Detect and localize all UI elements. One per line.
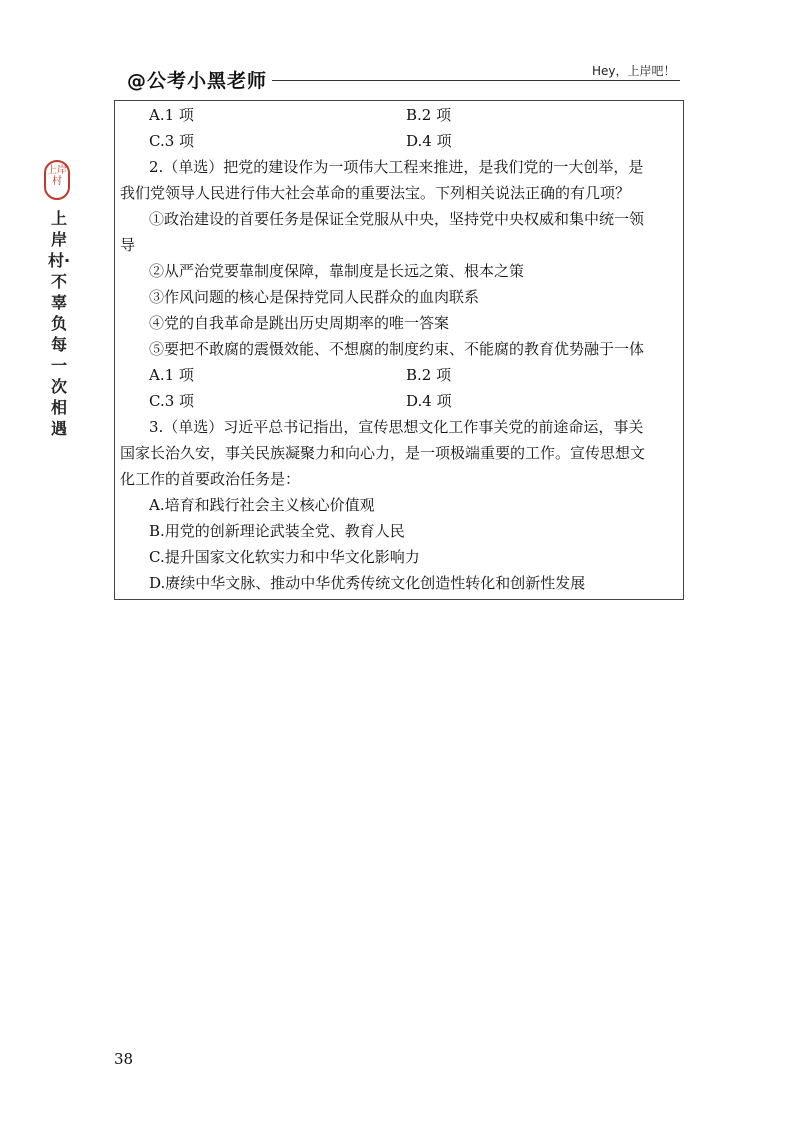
page-number: 38 — [114, 1050, 134, 1068]
q1-option-b: B.2 项 — [406, 106, 452, 124]
q3-option-a: A.培育和践行社会主义核心价值观 — [149, 496, 375, 514]
q2-option-d: D.4 项 — [406, 392, 452, 410]
q1-option-d: D.4 项 — [406, 132, 452, 150]
q2-item2: ②从严治党要靠制度保障，靠制度是长远之策、根本之策 — [149, 262, 525, 280]
q2-item1-line1: ①政治建设的首要任务是保证全党服从中央，坚持党中央权威和集中统一领 — [149, 210, 645, 228]
q2-item3: ③作风问题的核心是保持党同人民群众的血肉联系 — [149, 288, 480, 306]
q2-item5: ⑤要把不敢腐的震慑效能、不想腐的制度约束、不能腐的教育优势融于一体 — [149, 340, 645, 358]
header-rule — [272, 80, 680, 81]
q3-stem-line3: 化工作的首要政治任务是： — [120, 470, 301, 488]
header-author: @公考小黑老师 — [127, 70, 268, 92]
q3-stem-line1: 3.（单选）习近平总书记指出，宣传思想文化工作事关党的前途命运，事关 — [149, 418, 644, 436]
question-box — [114, 100, 684, 600]
q3-stem-line2: 国家长治久安，事关民族凝聚力和向心力，是一项极端重要的工作。宣传思想文 — [120, 444, 646, 462]
header-slogan: Hey，上岸吧！ — [592, 64, 676, 78]
q2-option-c: C.3 项 — [149, 392, 195, 410]
q2-option-b: B.2 项 — [406, 366, 452, 384]
q1-option-a: A.1 项 — [149, 106, 194, 124]
q2-option-a: A.1 项 — [149, 366, 194, 384]
q2-stem-line2: 我们党领导人民进行伟大社会革命的重要法宝。下列相关说法正确的有几项？ — [120, 184, 631, 202]
q3-option-c: C.提升国家文化软实力和中华文化影响力 — [149, 548, 420, 566]
q2-item1-line2: 导 — [120, 236, 136, 254]
side-vertical-slogan: 上岸村·不辜负每一次相遇 — [47, 209, 71, 438]
q1-option-c: C.3 项 — [149, 132, 195, 150]
q2-stem-line1: 2.（单选）把党的建设作为一项伟大工程来推进，是我们党的一大创举，是 — [149, 158, 644, 176]
side-seal-logo: 上岸村 — [44, 160, 70, 200]
q3-option-b: B.用党的创新理论武装全党、教育人民 — [149, 522, 405, 540]
q2-item4: ④党的自我革命是跳出历史周期率的唯一答案 — [149, 314, 450, 332]
q3-option-d: D.赓续中华文脉、推动中华优秀传统文化创造性转化和创新性发展 — [149, 574, 586, 592]
